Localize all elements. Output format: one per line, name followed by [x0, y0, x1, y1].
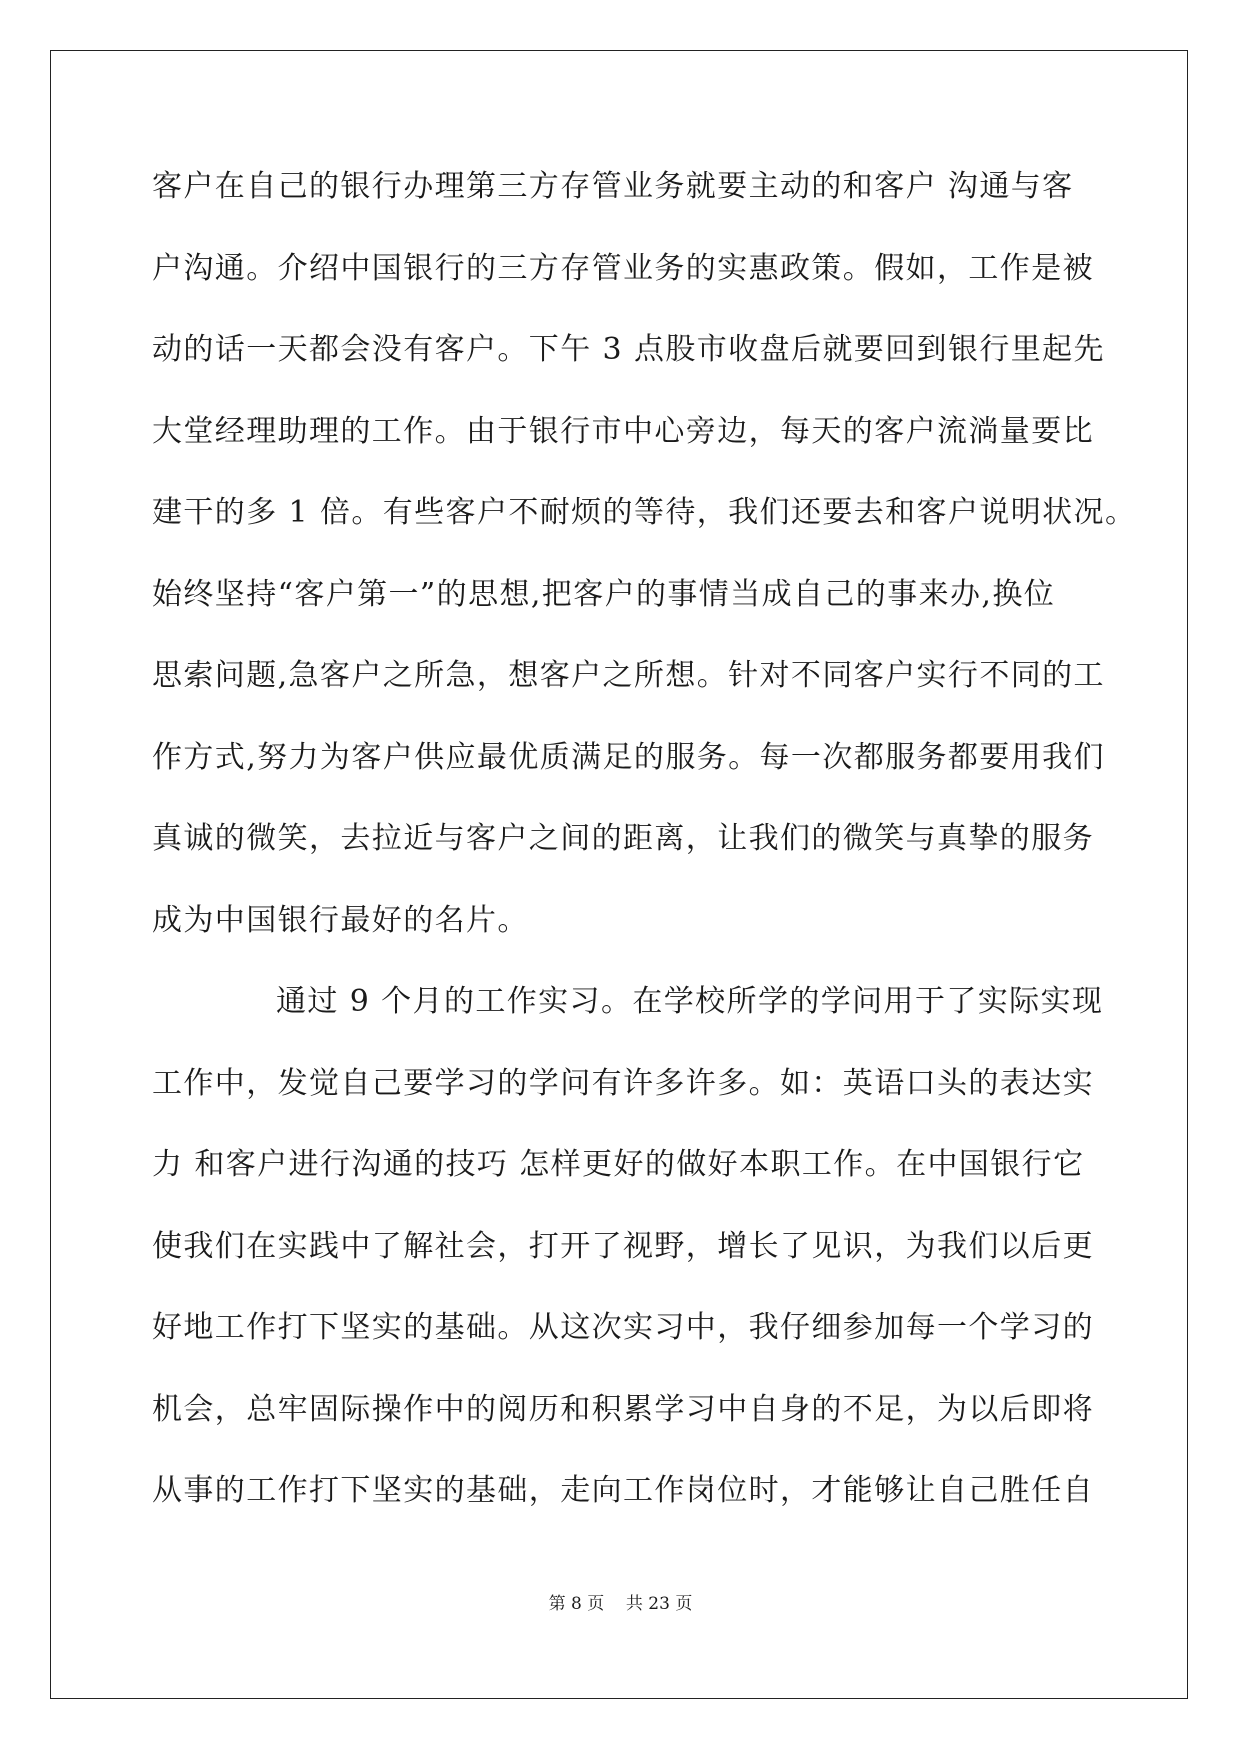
text-line: 使我们在实践中了解社会，打开了视野，增长了见识，为我们以后更: [152, 1228, 1094, 1264]
page-number-footer: 第 8 页 共 23 页: [548, 1594, 693, 1614]
text-line: 思索问题,急客户之所急，想客户之所想。针对不同客户实行不同的工: [152, 658, 1105, 693]
text-line: 户沟通。介绍中国银行的三方存管业务的实惠政策。假如，工作是被: [152, 250, 1094, 286]
text-line: 客户在自己的银行办理第三方存管业务就要主动的和客户 沟通与客: [152, 169, 1074, 204]
text-line: 动的话一天都会没有客户。下午 3 点股市收盘后就要回到银行里起先: [152, 332, 1105, 367]
text-line: 力 和客户进行沟通的技巧 怎样更好的做好本职工作。在中国银行它: [152, 1147, 1085, 1182]
text-line: 建干的多 1 倍。有些客户不耐烦的等待，我们还要去和客户说明状况。: [152, 495, 1137, 530]
text-line: 从事的工作打下坚实的基础，走向工作岗位时，才能够让自己胜任自: [152, 1473, 1094, 1508]
text-line: 真诚的微笑，去拉近与客户之间的距离，让我们的微笑与真挚的服务: [152, 821, 1094, 856]
paragraph-start-line: 通过 9 个月的工作实习。在学校所学的学问用于了实际实现: [276, 984, 1104, 1019]
text-line: 成为中国银行最好的名片。: [152, 902, 529, 938]
text-line: 大堂经理助理的工作。由于银行市中心旁边，每天的客户流淌量要比: [152, 413, 1094, 449]
text-line: 始终坚持“客户第一”的思想,把客户的事情当成自己的事来办,换位: [152, 576, 1056, 612]
text-line: 机会，总牢固际操作中的阅历和积累学习中自身的不足，为以后即将: [152, 1391, 1094, 1427]
document-body: [152, 152, 1137, 1538]
text-line: 工作中，发觉自己要学习的学问有许多许多。如：英语口头的表达实: [152, 1065, 1094, 1101]
text-line: 好地工作打下坚实的基础。从这次实习中，我仔细参加每一个学习的: [152, 1310, 1094, 1345]
text-line: 作方式,努力为客户供应最优质满足的服务。每一次都服务都要用我们: [152, 739, 1105, 775]
